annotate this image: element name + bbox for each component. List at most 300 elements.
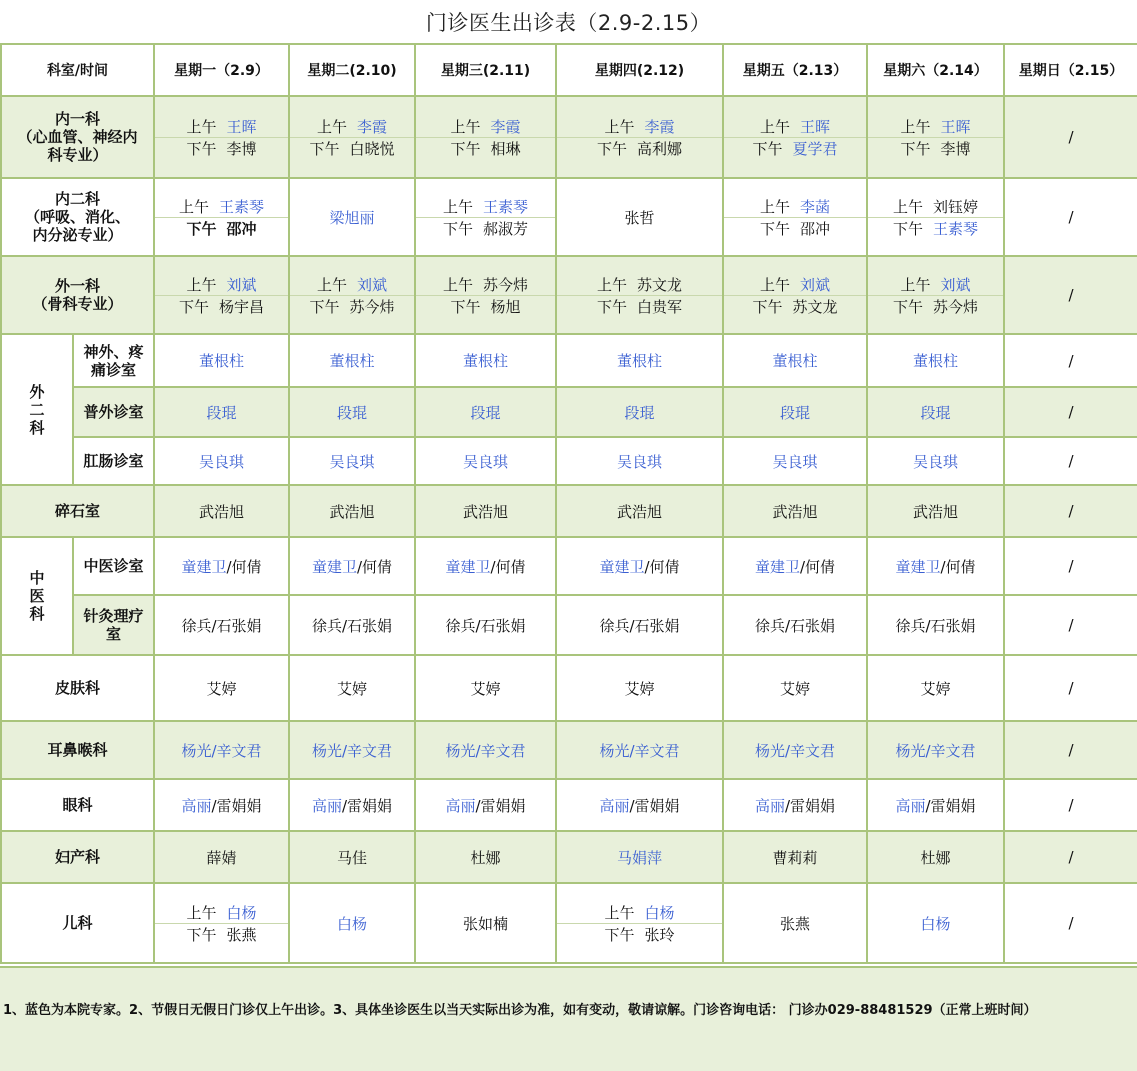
doctor-name: 刘斌 <box>226 275 257 294</box>
am-shift <box>724 196 866 218</box>
am-shift <box>155 116 288 138</box>
schedule-cell <box>723 831 867 883</box>
schedule-cell <box>415 178 556 256</box>
doctor-name: 吴良琪 <box>616 452 662 471</box>
schedule-cell <box>289 256 415 334</box>
doctor-name: /何倩 <box>226 557 262 576</box>
pm-label: 下午 <box>450 297 481 316</box>
table-row <box>1 437 1137 485</box>
table-row <box>1 387 1137 437</box>
sunday-cell: / <box>1004 96 1137 178</box>
pm-label: 下午 <box>442 219 473 238</box>
department-name: 眼科 <box>1 779 154 831</box>
schedule-cell <box>723 334 867 387</box>
am-shift <box>868 274 1003 296</box>
schedule-cell <box>289 437 415 485</box>
doctor-name: 白贵军 <box>637 297 683 316</box>
pm-shift <box>416 138 555 159</box>
am-pm-slot <box>155 116 288 159</box>
table-row <box>1 779 1137 831</box>
sunday-cell: / <box>1004 178 1137 256</box>
doctor-name: 杨光/辛文君 <box>445 741 526 760</box>
sub-department-name: 普外诊室 <box>73 387 154 437</box>
header-day: 星期日（2.15） <box>1004 44 1137 96</box>
am-label: 上午 <box>596 275 627 294</box>
table-row <box>1 334 1137 387</box>
doctor-name: 徐兵/石张娟 <box>311 616 393 635</box>
doctor-name: 武浩旭 <box>198 502 244 521</box>
pm-shift <box>557 138 722 159</box>
schedule-cell <box>723 256 867 334</box>
schedule-cell <box>723 178 867 256</box>
doctor-name: 高丽 <box>181 796 212 815</box>
doctor-name: 苏文龙 <box>637 275 683 294</box>
schedule-cell <box>723 721 867 779</box>
doctor-name: 吴良琪 <box>912 452 958 471</box>
pm-label: 下午 <box>596 139 627 158</box>
schedule-cell <box>415 721 556 779</box>
schedule-cell <box>867 387 1004 437</box>
doctor-name: /雷娟娟 <box>211 796 262 815</box>
sunday-cell: / <box>1004 595 1137 655</box>
pm-label: 下午 <box>186 139 217 158</box>
doctor-name: /何倩 <box>356 557 393 576</box>
table-row <box>1 485 1137 537</box>
pm-shift <box>724 138 866 159</box>
doctor-name: 徐兵/石张娟 <box>895 616 976 635</box>
sunday-cell: / <box>1004 485 1137 537</box>
doctor-name: 童建卫 <box>445 557 491 576</box>
doctor-name: 童建卫 <box>311 557 357 576</box>
sunday-cell: / <box>1004 721 1137 779</box>
am-shift <box>557 274 722 296</box>
pm-label: 下午 <box>752 297 783 316</box>
am-shift <box>868 196 1003 218</box>
doctor-name: /雷娟娟 <box>925 796 976 815</box>
schedule-cell <box>867 655 1004 721</box>
schedule-cell <box>867 595 1004 655</box>
schedule-cell <box>723 96 867 178</box>
am-shift <box>155 902 288 924</box>
pm-label: 下午 <box>752 139 783 158</box>
doctor-name: 李霞 <box>490 117 521 136</box>
schedule-cell <box>723 883 867 963</box>
doctor-name: 艾婷 <box>336 679 367 698</box>
department-name: 妇产科 <box>1 831 154 883</box>
schedule-cell <box>867 537 1004 595</box>
sub-department-name: 肛肠诊室 <box>73 437 154 485</box>
schedule-cell <box>154 831 289 883</box>
department-name: 外一科 （骨科专业） <box>1 256 154 334</box>
schedule-cell <box>867 96 1004 178</box>
doctor-name: 武浩旭 <box>772 502 818 521</box>
doctor-name: 段琨 <box>779 403 810 422</box>
doctor-name: 武浩旭 <box>912 502 958 521</box>
doctor-name: /雷娟娟 <box>475 796 526 815</box>
schedule-cell <box>556 537 723 595</box>
doctor-name: 张玲 <box>644 925 675 944</box>
doctor-name: 李博 <box>940 139 971 158</box>
sunday-cell: / <box>1004 831 1137 883</box>
am-shift <box>724 116 866 138</box>
am-label: 上午 <box>186 117 217 136</box>
am-pm-slot <box>155 902 288 945</box>
pm-label: 下午 <box>892 297 923 316</box>
am-shift <box>155 196 288 218</box>
schedule-cell <box>723 595 867 655</box>
am-pm-slot <box>868 274 1003 317</box>
doctor-name: 王晖 <box>226 117 257 136</box>
sub-department-name: 神外、疼 痛诊室 <box>73 334 154 387</box>
doctor-name: 武浩旭 <box>462 502 508 521</box>
sunday-cell: / <box>1004 537 1137 595</box>
am-shift <box>416 196 555 218</box>
doctor-name: 王素琴 <box>933 219 979 238</box>
schedule-cell <box>867 437 1004 485</box>
am-label: 上午 <box>442 197 473 216</box>
doctor-name: 董根柱 <box>462 352 508 370</box>
pm-shift <box>290 296 414 317</box>
sub-department-name: 中医诊室 <box>73 537 154 595</box>
schedule-cell <box>556 437 723 485</box>
schedule-cell <box>415 334 556 387</box>
schedule-cell <box>289 485 415 537</box>
doctor-name: /何倩 <box>799 557 836 576</box>
am-pm-slot <box>724 116 866 159</box>
schedule-cell <box>415 779 556 831</box>
pm-shift <box>155 138 288 159</box>
am-label: 上午 <box>604 903 635 922</box>
doctor-name: 吴良琪 <box>198 452 244 471</box>
doctor-name: 杨光/辛文君 <box>311 741 393 760</box>
doctor-name: 董根柱 <box>772 352 818 370</box>
schedule-cell <box>154 485 289 537</box>
schedule-cell <box>723 779 867 831</box>
pm-shift <box>724 218 866 239</box>
am-pm-slot <box>290 116 414 159</box>
department-name: 耳鼻喉科 <box>1 721 154 779</box>
doctor-name: /何倩 <box>644 557 680 576</box>
doctor-name: 薛婧 <box>206 848 237 867</box>
am-shift <box>290 116 414 138</box>
pm-shift <box>557 296 722 317</box>
doctor-name: 杜娜 <box>920 848 951 867</box>
doctor-name: 李霞 <box>357 117 388 136</box>
pm-label: 下午 <box>900 139 931 158</box>
doctor-name: 董根柱 <box>912 352 958 370</box>
doctor-name: 白晓悦 <box>349 139 395 158</box>
doctor-name: 梁旭丽 <box>329 208 375 227</box>
pm-shift <box>155 924 288 945</box>
schedule-cell <box>415 256 556 334</box>
doctor-name: 邵冲 <box>226 219 257 238</box>
header-day: 星期五（2.13） <box>723 44 867 96</box>
schedule-cell <box>723 387 867 437</box>
doctor-name: 马娟萍 <box>616 848 662 867</box>
doctor-name: 艾婷 <box>470 679 501 698</box>
doctor-name: 高丽 <box>445 796 476 815</box>
am-shift <box>868 116 1003 138</box>
am-label: 上午 <box>759 117 790 136</box>
doctor-name: 苏今炜 <box>349 297 395 316</box>
schedule-cell <box>556 387 723 437</box>
schedule-cell <box>289 883 415 963</box>
schedule-cell <box>556 595 723 655</box>
schedule-cell <box>289 537 415 595</box>
doctor-name: 苏今炜 <box>483 275 529 294</box>
schedule-cell <box>867 779 1004 831</box>
department-name: 皮肤科 <box>1 655 154 721</box>
schedule-cell <box>154 883 289 963</box>
schedule-cell <box>154 178 289 256</box>
sunday-cell: / <box>1004 883 1137 963</box>
doctor-name: 邵冲 <box>800 219 831 238</box>
am-shift <box>724 274 866 296</box>
am-pm-slot <box>155 274 288 317</box>
am-label: 上午 <box>900 275 931 294</box>
am-shift <box>557 902 722 924</box>
doctor-name: 李霞 <box>644 117 675 136</box>
pm-shift <box>155 296 288 317</box>
doctor-name: 张燕 <box>226 925 257 944</box>
doctor-name: 吴良琪 <box>462 452 508 471</box>
doctor-name: 高丽 <box>895 796 926 815</box>
pm-shift <box>557 924 722 945</box>
department-name: 内一科 （心血管、神经内 科专业） <box>1 96 154 178</box>
doctor-name: 童建卫 <box>895 557 941 576</box>
doctor-name: 武浩旭 <box>329 502 375 521</box>
am-pm-slot <box>868 196 1003 239</box>
doctor-name: 艾婷 <box>920 679 951 698</box>
header-day: 星期一（2.9） <box>154 44 289 96</box>
doctor-name: 张燕 <box>779 914 810 933</box>
sunday-cell: / <box>1004 387 1137 437</box>
department-group-name: 中 医 科 <box>1 537 73 655</box>
doctor-name: 张哲 <box>624 208 655 227</box>
schedule-cell <box>415 655 556 721</box>
am-pm-slot <box>557 274 722 317</box>
am-pm-slot <box>290 274 414 317</box>
am-pm-slot <box>724 196 866 239</box>
schedule-cell <box>289 779 415 831</box>
am-pm-slot <box>868 116 1003 159</box>
doctor-name: 徐兵/石张娟 <box>599 616 680 635</box>
doctor-name: 杨光/辛文君 <box>895 741 976 760</box>
schedule-cell <box>723 437 867 485</box>
pm-label: 下午 <box>759 219 790 238</box>
schedule-cell <box>154 387 289 437</box>
sunday-cell: / <box>1004 334 1137 387</box>
schedule-cell <box>415 831 556 883</box>
doctor-name: 曹莉莉 <box>772 848 818 867</box>
doctor-name: 徐兵/石张娟 <box>445 616 526 635</box>
schedule-cell <box>154 256 289 334</box>
doctor-name: 段琨 <box>206 403 237 422</box>
schedule-cell <box>867 178 1004 256</box>
doctor-name: 段琨 <box>336 403 367 422</box>
schedule-cell <box>556 256 723 334</box>
am-shift <box>155 274 288 296</box>
doctor-name: 杨光/辛文君 <box>599 741 680 760</box>
schedule-cell <box>556 485 723 537</box>
doctor-name: 艾婷 <box>624 679 655 698</box>
schedule-cell <box>867 831 1004 883</box>
schedule-cell <box>154 595 289 655</box>
schedule-cell <box>867 883 1004 963</box>
schedule-cell <box>289 831 415 883</box>
am-label: 上午 <box>178 197 209 216</box>
doctor-name: 白杨 <box>644 903 675 922</box>
doctor-name: 徐兵/石张娟 <box>181 616 262 635</box>
doctor-name: 高利娜 <box>637 139 683 158</box>
doctor-name: 刘斌 <box>940 275 971 294</box>
doctor-name: /何倩 <box>940 557 976 576</box>
department-name: 碎石室 <box>1 485 154 537</box>
am-label: 上午 <box>442 275 473 294</box>
doctor-name: 杨光/辛文君 <box>181 741 262 760</box>
schedule-cell <box>154 437 289 485</box>
doctor-name: 高丽 <box>754 796 785 815</box>
table-row <box>1 883 1137 963</box>
doctor-name: 苏今炜 <box>933 297 979 316</box>
pm-label: 下午 <box>309 139 340 158</box>
schedule-cell <box>289 334 415 387</box>
am-label: 上午 <box>892 197 923 216</box>
doctor-name: 刘斌 <box>800 275 831 294</box>
doctor-name: 吴良琪 <box>772 452 818 471</box>
pm-label: 下午 <box>604 925 635 944</box>
doctor-name: 艾婷 <box>779 679 810 698</box>
schedule-cell <box>415 96 556 178</box>
am-pm-slot <box>557 902 722 945</box>
doctor-name: 武浩旭 <box>616 502 662 521</box>
page-title: 门诊医生出诊表（2.9-2.15） <box>1 1 1136 45</box>
am-label: 上午 <box>604 117 635 136</box>
schedule-cell <box>154 537 289 595</box>
am-label: 上午 <box>316 275 347 294</box>
doctor-name: /雷娟娟 <box>629 796 680 815</box>
am-label: 上午 <box>759 197 790 216</box>
doctor-name: 王晖 <box>800 117 831 136</box>
doctor-name: 董根柱 <box>616 352 662 370</box>
doctor-name: 董根柱 <box>329 352 375 370</box>
schedule-cell <box>289 655 415 721</box>
am-label: 上午 <box>316 117 347 136</box>
doctor-name: 白杨 <box>336 914 367 933</box>
table-row <box>1 831 1137 883</box>
doctor-name: 王素琴 <box>219 197 265 216</box>
schedule-cell <box>556 883 723 963</box>
table-row <box>1 178 1137 256</box>
doctor-name: 相琳 <box>490 139 521 158</box>
am-pm-slot <box>557 116 722 159</box>
doctor-name: 白杨 <box>226 903 257 922</box>
schedule-cell <box>556 178 723 256</box>
doctor-name: 苏文龙 <box>792 297 838 316</box>
table-row <box>1 96 1137 178</box>
am-pm-slot <box>155 196 288 239</box>
doctor-name: 段琨 <box>920 403 951 422</box>
schedule-cell <box>867 334 1004 387</box>
doctor-name: 段琨 <box>624 403 655 422</box>
am-label: 上午 <box>900 117 931 136</box>
am-pm-slot <box>416 196 555 239</box>
doctor-name: 童建卫 <box>181 557 227 576</box>
header-day: 星期三(2.11) <box>415 44 556 96</box>
pm-shift <box>724 296 866 317</box>
schedule-cell <box>289 387 415 437</box>
schedule-cell <box>154 96 289 178</box>
table-row <box>1 256 1137 334</box>
pm-label: 下午 <box>309 297 340 316</box>
header-day: 星期二(2.10) <box>289 44 415 96</box>
doctor-name: 高丽 <box>599 796 630 815</box>
pm-label: 下午 <box>178 297 209 316</box>
am-label: 上午 <box>186 903 217 922</box>
pm-label: 下午 <box>186 925 217 944</box>
schedule-cell <box>556 96 723 178</box>
am-shift <box>557 116 722 138</box>
pm-shift <box>155 218 288 239</box>
schedule-cell <box>867 485 1004 537</box>
pm-label: 下午 <box>186 219 217 238</box>
pm-shift <box>868 138 1003 159</box>
doctor-name: /雷娟娟 <box>784 796 836 815</box>
doctor-name: 杜娜 <box>470 848 501 867</box>
schedule-cell <box>415 387 556 437</box>
schedule-cell <box>723 485 867 537</box>
pm-label: 下午 <box>892 219 923 238</box>
doctor-name: /何倩 <box>490 557 526 576</box>
footer-note: 1、蓝色为本院专家。2、节假日无假日门诊仅上午出诊。3、具体坐诊医生以当天实际出诊为准，如有变动，敬请谅解。门诊咨询电话： 门诊办029-88481529（正常上班时间） <box>0 966 1137 1071</box>
pm-shift <box>290 138 414 159</box>
doctor-name: 杨宇昌 <box>219 297 265 316</box>
doctor-name: 王素琴 <box>483 197 529 216</box>
doctor-name: 董根柱 <box>198 352 244 370</box>
schedule-cell <box>556 779 723 831</box>
am-label: 上午 <box>186 275 217 294</box>
schedule-cell <box>154 721 289 779</box>
doctor-name: 徐兵/石张娟 <box>754 616 836 635</box>
header-day: 星期四(2.12) <box>556 44 723 96</box>
am-shift <box>290 274 414 296</box>
schedule-cell <box>154 655 289 721</box>
schedule-cell <box>867 721 1004 779</box>
schedule-cell <box>556 655 723 721</box>
schedule-cell <box>723 655 867 721</box>
am-pm-slot <box>416 116 555 159</box>
doctor-name: 童建卫 <box>599 557 645 576</box>
schedule-cell <box>154 779 289 831</box>
header-row <box>1 44 1137 96</box>
department-name: 儿科 <box>1 883 154 963</box>
schedule-cell <box>415 595 556 655</box>
schedule-cell <box>415 485 556 537</box>
doctor-name: 杨旭 <box>490 297 521 316</box>
pm-shift <box>416 218 555 239</box>
schedule-cell <box>289 595 415 655</box>
schedule-cell <box>723 537 867 595</box>
department-group-name: 外 二 科 <box>1 334 73 485</box>
schedule-cell <box>289 96 415 178</box>
am-label: 上午 <box>450 117 481 136</box>
am-shift <box>416 274 555 296</box>
doctor-name: 段琨 <box>470 403 501 422</box>
schedule-cell <box>289 178 415 256</box>
schedule-cell <box>556 831 723 883</box>
schedule-cell <box>867 256 1004 334</box>
header-dept-time: 科室/时间 <box>1 44 154 96</box>
